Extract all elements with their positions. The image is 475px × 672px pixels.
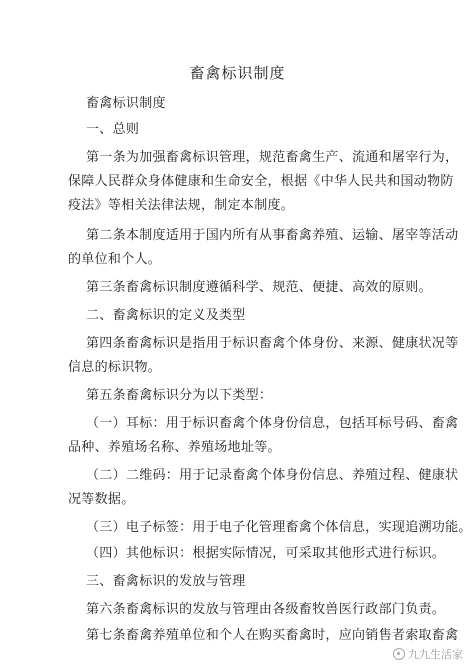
paragraph-line: 第三条畜禽标识制度遵循科学、规范、便捷、高效的原则。 xyxy=(86,280,432,295)
paragraph-line: 第六条畜禽标识的发放与管理由各级畜牧兽医行政部门负责。 xyxy=(86,602,446,617)
section-heading: 二、畜禽标识的定义及类型 xyxy=(86,308,246,323)
paragraph-line: 第二条本制度适用于国内所有从事畜禽养殖、运输、屠宰等活动 xyxy=(86,228,459,243)
document-title: 畜禽标识制度 xyxy=(189,64,286,82)
paragraph-line: 信息的标识物。 xyxy=(68,360,162,375)
paragraph-line: （一）耳标：用于标识畜禽个体身份信息，包括耳标号码、畜禽 xyxy=(86,416,459,431)
watermark-logo-icon xyxy=(393,648,405,660)
paragraph-line: 的单位和个人。 xyxy=(68,252,162,267)
paragraph-line: 疫法》等相关法律法规，制定本制度。 xyxy=(68,198,295,213)
section-heading: 一、总则 xyxy=(86,122,140,137)
document-subtitle: 畜禽标识制度 xyxy=(86,96,166,111)
paragraph-line: 第七条畜禽养殖单位和个人在购买畜禽时，应向销售者索取畜禽 xyxy=(86,628,459,643)
paragraph-line: 况等数据。 xyxy=(68,492,135,507)
watermark-text: 九九生活家 xyxy=(408,648,463,661)
section-heading: 三、畜禽标识的发放与管理 xyxy=(86,574,246,589)
paragraph-line: 第五条畜禽标识分为以下类型： xyxy=(86,388,273,403)
paragraph-line: 品种、养殖场名称、养殖场地址等。 xyxy=(68,440,281,455)
paragraph-line: 第一条为加强畜禽标识管理，规范畜禽生产、流通和屠宰行为， xyxy=(86,150,459,165)
watermark xyxy=(393,646,463,662)
paragraph-line: （四）其他标识：根据实际情况，可采取其他形式进行标识。 xyxy=(86,546,446,561)
paragraph-line: 第四条畜禽标识是指用于标识畜禽个体身份、来源、健康状况等 xyxy=(86,336,459,351)
paragraph-line: 保障人民群众身体健康和生命安全，根据《中华人民共和国动物防 xyxy=(68,174,454,189)
paragraph-line: （二）二维码：用于记录畜禽个体身份信息、养殖过程、健康状 xyxy=(86,468,459,483)
paragraph-line: （三）电子标签：用于电子化管理畜禽个体信息，实现追溯功能。 xyxy=(86,520,472,535)
